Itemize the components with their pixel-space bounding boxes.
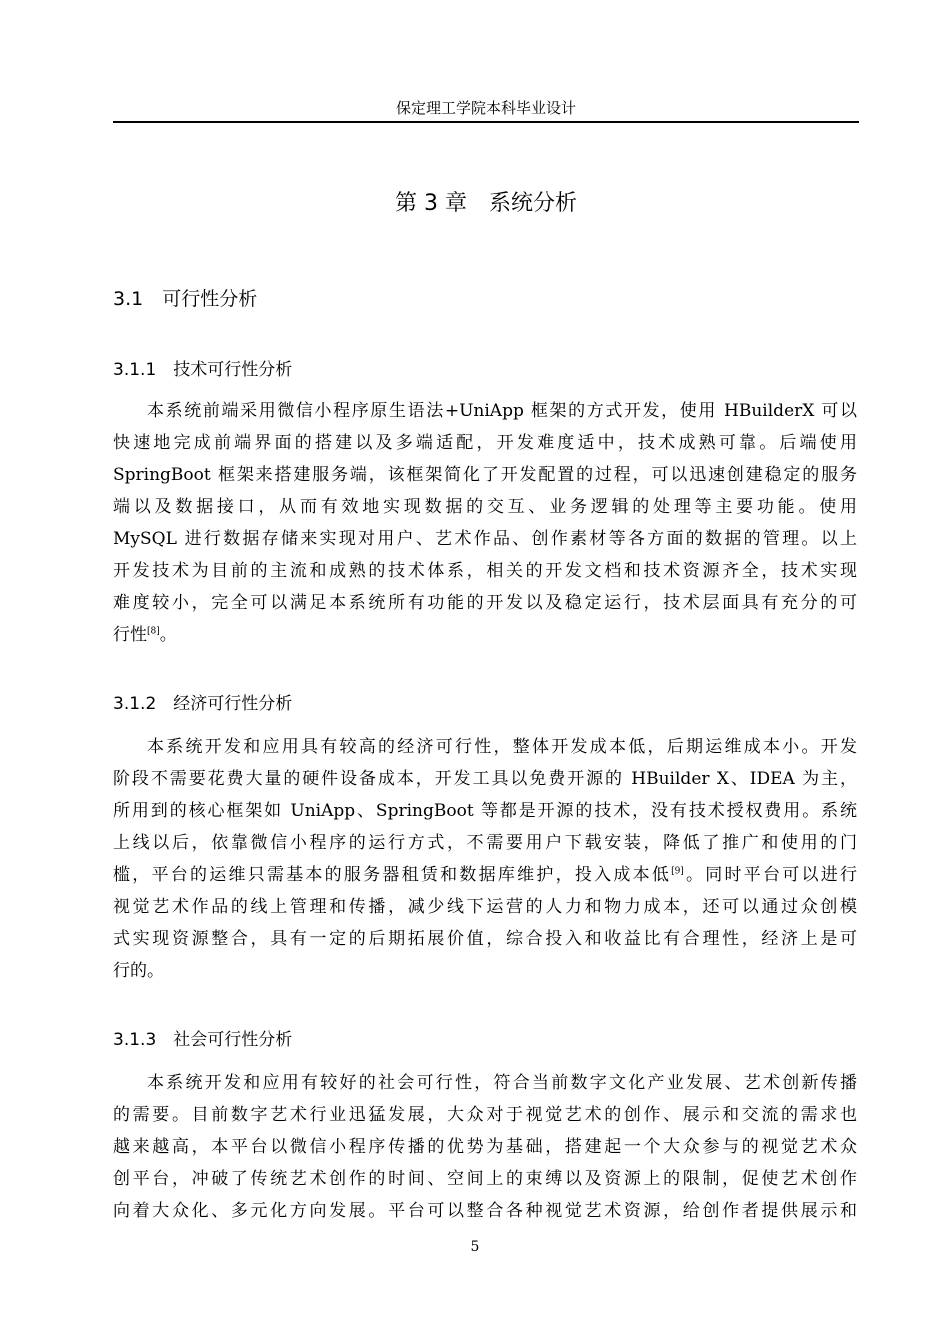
- citation-marker: [9]: [671, 866, 684, 877]
- paragraph-social-feasibility: [113, 1067, 857, 1227]
- text-line: 开发技术为目前的主流和成熟的技术体系，相关的开发文档和技术资源齐全，技术实现: [113, 561, 857, 581]
- text-line: 本系统前端采用微信小程序原生语法+UniApp 框架的方式开发，使用 HBuilderX 可以: [147, 401, 857, 421]
- text-line: 的需要。目前数字艺术行业迅猛发展，大众对于视觉艺术的创作、展示和交流的需求也: [113, 1105, 857, 1125]
- text-line: 难度较小，完全可以满足本系统所有功能的开发以及稳定运行，技术层面具有充分的可: [113, 593, 857, 613]
- text-line: 创平台，冲破了传统艺术创作的时间、空间上的束缚以及资源上的限制，促使艺术创作: [113, 1169, 857, 1189]
- paragraph-economic-feasibility: [113, 731, 857, 987]
- text-line: SpringBoot 框架来搭建服务端，该框架简化了开发配置的过程，可以迅速创建稳定的服务: [113, 465, 857, 485]
- text-line: 本系统开发和应用具有较高的经济可行性，整体开发成本低，后期运维成本小。开发: [147, 737, 857, 757]
- text-line: 本系统开发和应用有较好的社会可行性，符合当前数字文化产业发展、艺术创新传播: [147, 1073, 857, 1093]
- text-line: 向着大众化、多元化方向发展。平台可以整合各种视觉艺术资源，给创作者提供展示和: [113, 1201, 857, 1221]
- text-line: 快速地完成前端界面的搭建以及多端适配，开发难度适中，技术成熟可靠。后端使用: [113, 433, 857, 453]
- text-line: 端以及数据接口，从而有效地实现数据的交互、业务逻辑的处理等主要功能。使用: [113, 497, 857, 517]
- text-fragment: 。: [159, 625, 177, 645]
- section-heading-3-1: 3.1 可行性分析: [113, 288, 258, 310]
- chapter-title: 第 3 章 系统分析: [395, 191, 577, 216]
- text-line: 视觉艺术作品的线上管理和传播，减少线下运营的人力和物力成本，还可以通过众创模: [113, 897, 857, 917]
- text-fragment: 槛，平台的运维只需基本的服务器租赁和数据库维护，投入成本低: [113, 865, 672, 885]
- text-line: 行的。: [113, 961, 164, 981]
- text-line: 式实现资源整合，具有一定的后期拓展价值，综合投入和收益比有合理性，经济上是可: [113, 929, 857, 949]
- text-line: [113, 619, 857, 651]
- subsection-heading-3-1-3: 3.1.3 社会可行性分析: [113, 1030, 293, 1050]
- text-fragment: 。同时平台可以进行: [683, 865, 858, 885]
- text-fragment: 行性: [113, 625, 147, 645]
- text-line: [113, 859, 857, 891]
- text-line: MySQL 进行数据存储来实现对用户、艺术作品、创作素材等各方面的数据的管理。以上: [113, 529, 857, 549]
- text-line: 阶段不需要花费大量的硬件设备成本，开发工具以免费开源的 HBuilder X、IDEA 为主，: [113, 769, 857, 789]
- subsection-heading-3-1-1: 3.1.1 技术可行性分析: [113, 360, 293, 380]
- citation-marker: [8]: [147, 626, 160, 637]
- paragraph-technical-feasibility: [113, 395, 857, 651]
- page-number: 5: [470, 1239, 480, 1255]
- text-line: 所用到的核心框架如 UniApp、SpringBoot 等都是开源的技术，没有技术授权费用。系统: [113, 801, 857, 821]
- text-line: 上线以后，依靠微信小程序的运行方式，不需要用户下载安装，降低了推广和使用的门: [113, 833, 857, 853]
- running-header: 保定理工学院本科毕业设计: [113, 96, 859, 123]
- text-line: 越来越高，本平台以微信小程序传播的优势为基础，搭建起一个大众参与的视觉艺术众: [113, 1137, 857, 1157]
- subsection-heading-3-1-2: 3.1.2 经济可行性分析: [113, 694, 293, 714]
